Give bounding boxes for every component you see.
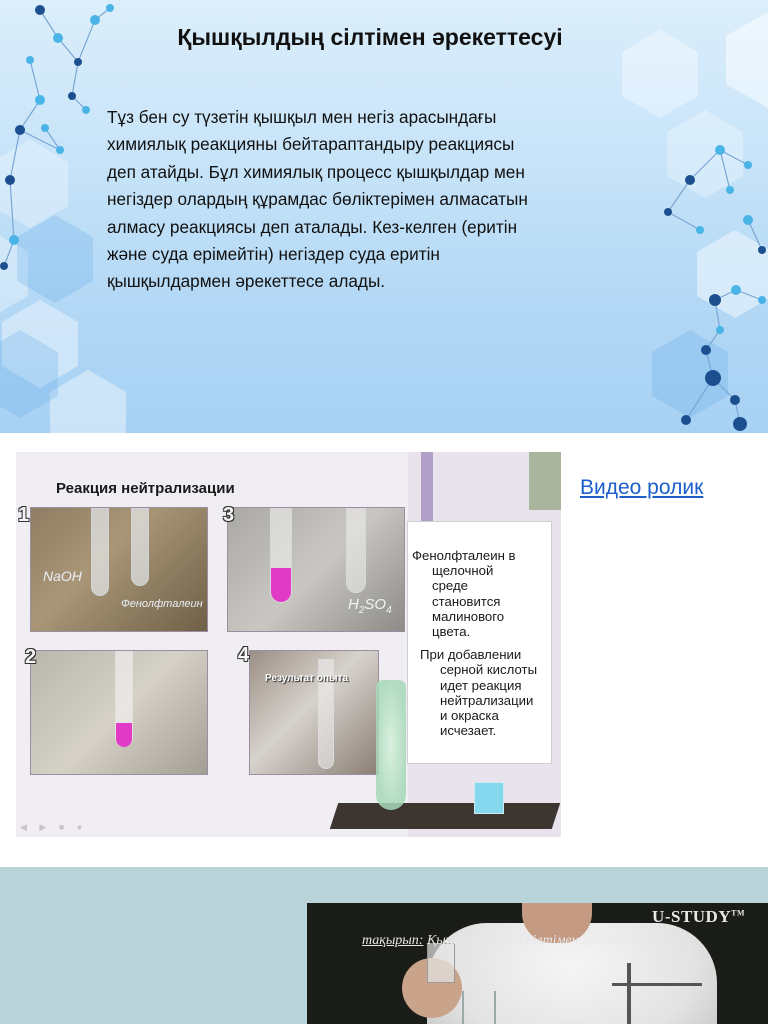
u-study-video[interactable] [307,903,768,1024]
note-paragraph-1: Фенолфталеин в щелочной среде становится малинового цвета. [412,548,516,640]
thumbnail-title: Реакция нейтрализации [56,480,235,497]
video-topic: тақырып: Қышқылдардың сілтімен әрекеттесуі. [362,933,660,948]
slide-1-body-text [107,104,627,296]
glass-vessel [427,943,455,983]
h2so4-label: $H_2SO_4$ [348,596,392,616]
photo-panel-2 [30,650,208,775]
lab-stand [627,963,631,1024]
body-line: қышқылдармен әрекеттесе алады. [107,271,386,292]
panel-number-4: 4 [238,644,250,666]
thumbnail-note [407,521,552,764]
body-line: алмасу реакциясы деп аталады. Кез-келген (еритін [107,216,518,237]
note-paragraph-2: При добавлении серной кислоты идет реакция нейтрализации и окраска исчезает. [420,647,538,739]
photo-panel-3 [227,507,405,632]
test-tube [91,508,109,596]
panel-number-2: 2 [25,646,37,668]
test-tube [346,508,366,593]
slide-3 [0,867,768,1024]
test-tube [131,508,149,586]
body-line: негіздер олардың құрамдас бөліктерімен алмасатын [107,189,528,210]
panel-number-3: 3 [223,504,235,526]
photo-panel-1 [30,507,208,632]
corner-image [529,452,561,510]
blue-beaker [474,782,504,814]
panel-number-1: 1 [18,504,30,526]
neutralization-video-thumbnail[interactable] [16,452,561,837]
flask [376,680,406,810]
video-link[interactable]: Видео ролик [580,476,704,499]
body-line: химиялық реакцияны бейтараптандыру реакциясы [107,134,515,155]
player-controls-icon: ◀ ▶ ■ ● [20,822,88,832]
pink-liquid [116,723,132,747]
body-line: деп атайды. Бұл химиялық процесс қышқылдар мен [107,161,525,182]
result-label: Результат опыта [265,673,349,684]
phenolphthalein-label: Фенолфталеин [121,598,203,610]
body-line: және суда ерімейтін) негіздер суда еритін [107,244,440,265]
photo-panel-4 [249,650,379,775]
naoh-label: NaOH [43,568,82,584]
pink-liquid [271,568,291,602]
lab-stand-arm [612,983,702,986]
body-line: Тұз бен су түзетін қышқыл мен негіз арасындағы [107,107,497,127]
slide-1-title: Қышқылдың сілтімен әрекеттесуі [177,24,563,50]
u-study-logo: U-STUDY™ [652,907,745,926]
beaker [462,991,496,1024]
slide-1 [0,0,768,433]
purple-strip [421,452,433,522]
lab-table-base [330,803,560,829]
